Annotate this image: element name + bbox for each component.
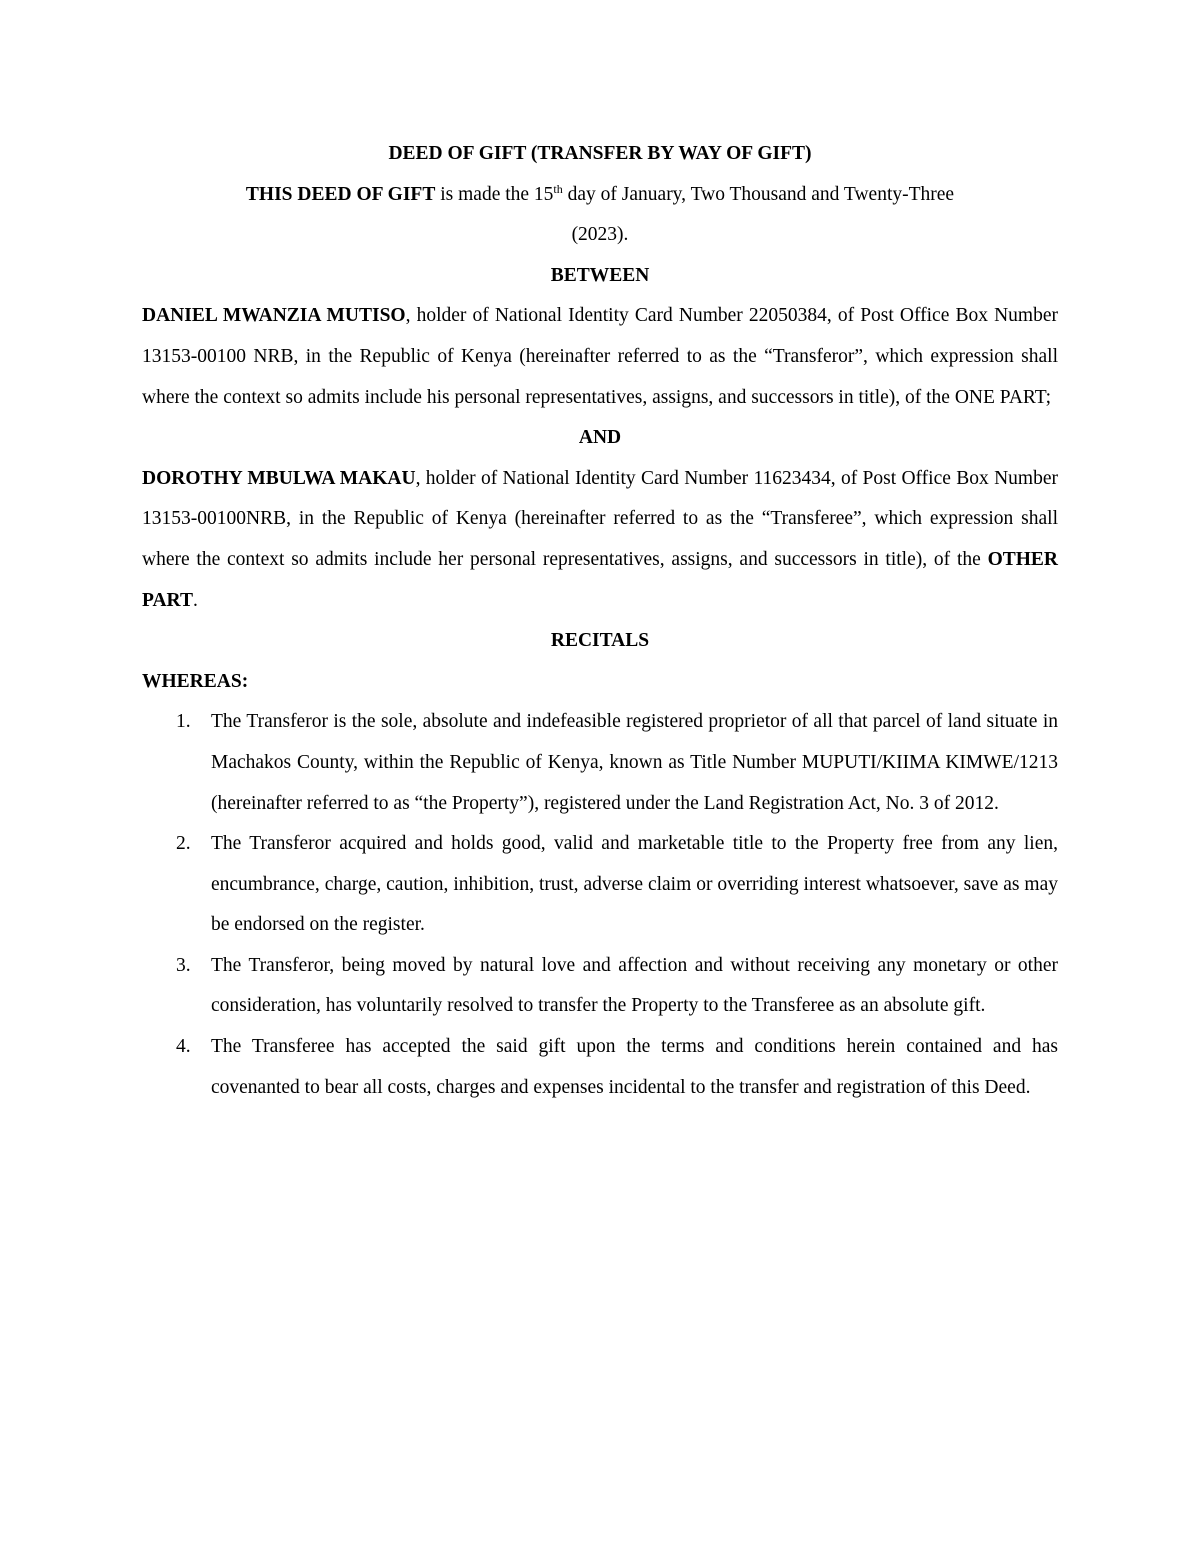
- and-heading: AND: [578, 427, 622, 449]
- intro-text: is made the 15: [435, 183, 554, 205]
- whereas-heading: WHEREAS:: [142, 670, 249, 692]
- list-item-number: 1.: [176, 711, 191, 733]
- list-item: [142, 946, 1058, 1027]
- document-page: [142, 134, 1058, 1108]
- list-item-text: The Transferor acquired and holds good, valid and marketable title to the Property free from any lien, encumbrance, charge, caution, inhibition, trust, adverse claim or overriding interest whatsoever, save as may be endorsed on the register.: [211, 833, 1058, 936]
- intro-text-continued: day of January, Two Thousand and Twenty-Three: [562, 183, 955, 205]
- list-item-text: The Transferee has accepted the said gift upon the terms and conditions herein contained and has covenanted to bear all costs, charges and expenses incidental to the transfer and registration of this Deed.: [211, 1036, 1058, 1098]
- transferee-end-punct: .: [192, 589, 198, 611]
- list-item-number: 4.: [176, 1036, 191, 1058]
- list-item-text: The Transferor, being moved by natural love and affection and without receiving any monetary or other consideration, has voluntarily resolved to transfer the Property to the Transferee as an absolute gift.: [211, 954, 1058, 1017]
- intro-year: (2023).: [571, 224, 629, 246]
- transferor-paragraph: [142, 296, 1058, 418]
- transferee-details: , holder of National Identity Card Number 11623434, of Post Office Box Number 13153-00100NRB, in the Republic of Kenya (hereinafter referred to as the “Transferee”, which expression shall where the context so admits include her personal representatives, assigns, and successors in title), of the: [142, 467, 1058, 570]
- list-item-number: 2.: [176, 833, 191, 855]
- document-title: DEED OF GIFT (TRANSFER BY WAY OF GIFT): [388, 143, 812, 164]
- transferor-details: , holder of National Identity Card Number 22050384, of Post Office Box Number 13153-00100 NRB, in the Republic of Kenya (hereinafter referred to as the “Transferor”, which expression shall where the context so admits include his personal representatives, assigns, and successors in title), of the ONE PART;: [142, 305, 1058, 408]
- list-item: [142, 824, 1058, 946]
- list-item-number: 3.: [176, 954, 191, 976]
- intro-ordinal-suffix: th: [553, 181, 563, 196]
- transferee-other-part: OTHER PART: [142, 548, 1058, 611]
- intro-paragraph: [142, 175, 1058, 216]
- intro-lead: THIS DEED OF GIFT: [245, 183, 436, 205]
- transferee-paragraph: [142, 459, 1058, 621]
- recitals-heading: RECITALS: [550, 630, 650, 652]
- list-item-text: The Transferor is the sole, absolute and indefeasible registered proprietor of all that parcel of land situate in Machakos County, within the Republic of Kenya, known as Title Number MUPUTI/KIIMA KIMWE/1213 (hereinafter referred to as “the Property”), registered under the Land Registration Act, No. 3 of 2012.: [211, 711, 1058, 814]
- between-heading: BETWEEN: [550, 264, 650, 286]
- transferee-name: DOROTHY MBULWA MAKAU: [142, 467, 416, 489]
- list-item: [142, 702, 1058, 824]
- list-item: [142, 1027, 1058, 1108]
- recitals-list: [142, 702, 1058, 1108]
- transferor-name: DANIEL MWANZIA MUTISO: [142, 305, 406, 327]
